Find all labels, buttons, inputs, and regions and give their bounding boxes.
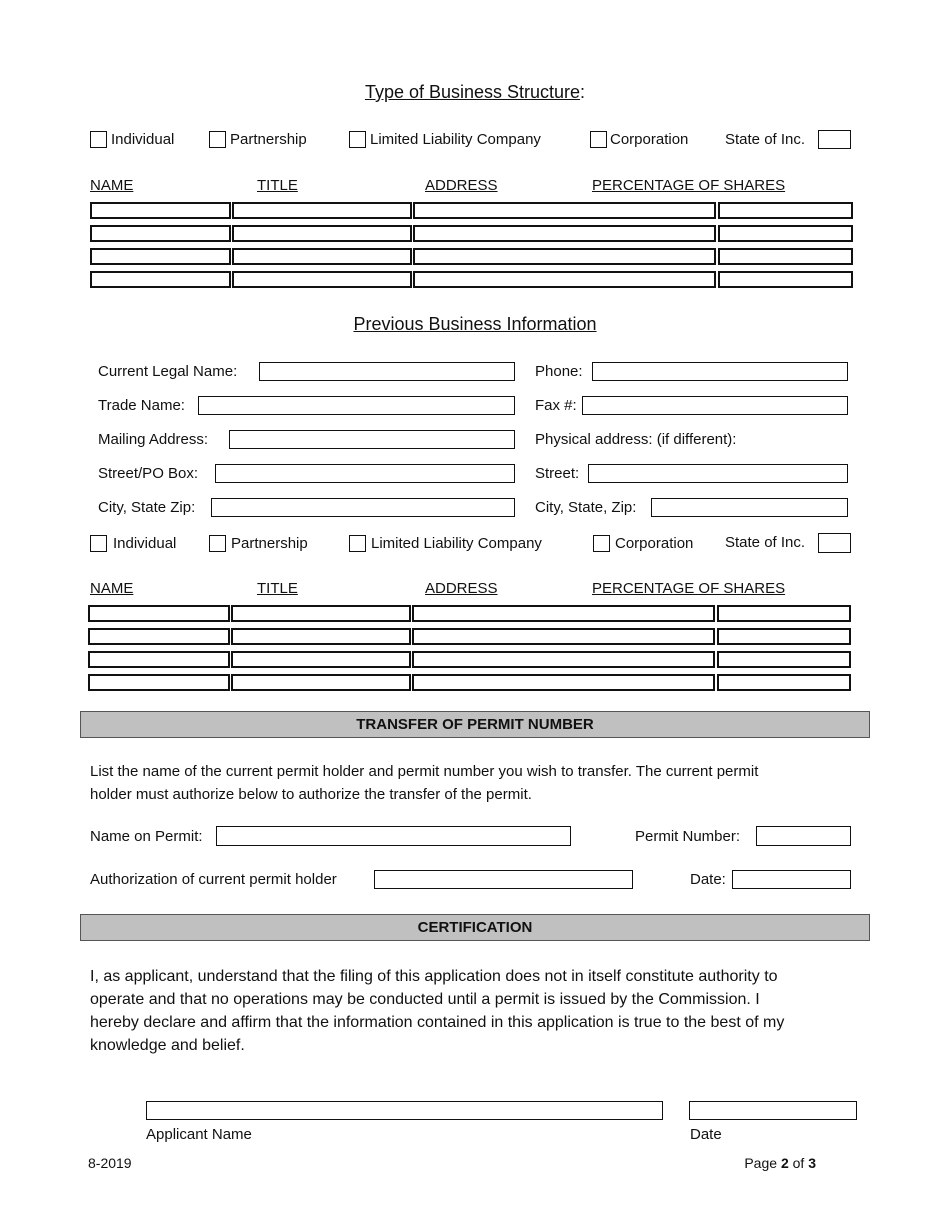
owner-row-1-cell-2[interactable] (232, 202, 412, 219)
applicant-name-label: Applicant Name (146, 1126, 252, 1143)
previous-business-title: Previous Business Information (353, 314, 597, 334)
state-of-inc-input-2[interactable] (818, 533, 851, 553)
owner-row-3-cell-1[interactable] (88, 651, 230, 668)
owner-row-4-cell-3[interactable] (413, 271, 716, 288)
applicant-name-input[interactable] (146, 1101, 663, 1120)
certification-header: CERTIFICATION (80, 914, 870, 941)
permit-number-input[interactable] (756, 826, 851, 846)
revision-date: 8-2019 (88, 1155, 132, 1171)
transfer-date-input[interactable] (732, 870, 851, 889)
col-percentage: PERCENTAGE OF SHARES (592, 177, 786, 194)
checkbox-individual[interactable] (90, 535, 107, 552)
transfer-header: TRANSFER OF PERMIT NUMBER (80, 711, 870, 738)
fax-input[interactable] (582, 396, 848, 415)
owner-row-2-cell-1[interactable] (90, 225, 231, 242)
owner-row-1-cell-4[interactable] (717, 605, 851, 622)
label-llc: Limited Liability Company (370, 131, 541, 148)
owner-row-1-cell-1[interactable] (90, 202, 231, 219)
col-address-2: ADDRESS (425, 580, 498, 597)
label-llc: Limited Liability Company (371, 535, 542, 552)
col-title: TITLE (257, 177, 298, 194)
city-state-zip-right-input[interactable] (651, 498, 848, 517)
checkbox-corporation[interactable] (590, 131, 607, 148)
cert-line-2: operate and that no operations may be conducted until a permit is issued by the Commission. I (90, 991, 760, 1008)
label-corporation: Corporation (610, 131, 689, 148)
checkbox-llc[interactable] (349, 131, 366, 148)
state-of-inc-label-2: State of Inc. (725, 534, 806, 551)
owner-row-2-cell-3[interactable] (412, 628, 715, 645)
label-partnership: Partnership (231, 535, 308, 552)
label-partnership: Partnership (230, 131, 307, 148)
page-number: Page 2 of 3 (744, 1155, 816, 1171)
current-legal-name-input[interactable] (259, 362, 515, 381)
owner-row-2-cell-4[interactable] (717, 628, 851, 645)
city-state-zip-right-label: City, State, Zip: (535, 499, 637, 516)
checkbox-corporation[interactable] (593, 535, 610, 552)
col-address: ADDRESS (425, 177, 498, 194)
transfer-date-label: Date: (690, 871, 726, 888)
label-individual: Individual (113, 535, 177, 552)
phone-input[interactable] (592, 362, 848, 381)
certification-text (90, 965, 860, 1057)
col-percentage-2: PERCENTAGE OF SHARES (592, 580, 786, 597)
owner-row-1-cell-4[interactable] (718, 202, 853, 219)
col-name: NAME (90, 177, 134, 194)
current-legal-name-label: Current Legal Name: (98, 363, 238, 380)
applicant-date-label: Date (690, 1126, 722, 1143)
owner-row-4-cell-1[interactable] (88, 674, 230, 691)
trade-name-input[interactable] (198, 396, 515, 415)
phone-label: Phone: (535, 363, 583, 380)
owner-row-4-cell-4[interactable] (718, 271, 853, 288)
owner-row-3-cell-2[interactable] (232, 248, 412, 265)
city-state-zip-input[interactable] (211, 498, 515, 517)
owner-row-2-cell-1[interactable] (88, 628, 230, 645)
permit-number-label: Permit Number: (635, 828, 741, 845)
city-state-zip-label: City, State Zip: (98, 499, 196, 516)
street-input[interactable] (588, 464, 848, 483)
owner-row-3-cell-1[interactable] (90, 248, 231, 265)
physical-address-label: Physical address: (if different): (535, 431, 737, 448)
transfer-line-2: holder must authorize below to authorize the transfer of the permit. (90, 786, 532, 803)
owner-row-4-cell-3[interactable] (412, 674, 715, 691)
owner-row-3-cell-3[interactable] (413, 248, 716, 265)
owner-row-1-cell-3[interactable] (413, 202, 716, 219)
authorization-input[interactable] (374, 870, 633, 889)
owner-row-4-cell-2[interactable] (231, 674, 411, 691)
checkbox-individual[interactable] (90, 131, 107, 148)
trade-name-label: Trade Name: (98, 397, 185, 414)
mailing-address-input[interactable] (229, 430, 515, 449)
owner-row-1-cell-1[interactable] (88, 605, 230, 622)
owner-row-1-cell-2[interactable] (231, 605, 411, 622)
label-individual: Individual (111, 131, 175, 148)
cert-line-4: knowledge and belief. (90, 1037, 245, 1054)
transfer-instructions (90, 760, 860, 806)
owner-row-2-cell-3[interactable] (413, 225, 716, 242)
owner-row-4-cell-1[interactable] (90, 271, 231, 288)
cert-line-3: hereby declare and affirm that the information contained in this application is true to the best of my (90, 1014, 785, 1031)
owner-row-2-cell-4[interactable] (718, 225, 853, 242)
owner-row-2-cell-2[interactable] (232, 225, 412, 242)
owner-row-1-cell-3[interactable] (412, 605, 715, 622)
cert-line-1: I, as applicant, understand that the filing of this application does not in itself constitute authority to (90, 968, 778, 985)
checkbox-partnership[interactable] (209, 131, 226, 148)
checkbox-llc[interactable] (349, 535, 366, 552)
owner-row-3-cell-3[interactable] (412, 651, 715, 668)
owner-row-2-cell-2[interactable] (231, 628, 411, 645)
mailing-address-label: Mailing Address: (98, 431, 209, 448)
owner-row-4-cell-4[interactable] (717, 674, 851, 691)
state-of-inc-input[interactable] (818, 130, 851, 149)
business-structure-title: Type of Business Structure: (364, 82, 586, 102)
street-po-input[interactable] (215, 464, 515, 483)
name-on-permit-label: Name on Permit: (90, 828, 203, 845)
transfer-line-1: List the name of the current permit holder and permit number you wish to transfer. The current permit (90, 763, 759, 780)
street-label: Street: (535, 465, 580, 482)
label-corporation: Corporation (615, 535, 694, 552)
street-po-label: Street/PO Box: (98, 465, 199, 482)
owner-row-4-cell-2[interactable] (232, 271, 412, 288)
owner-row-3-cell-2[interactable] (231, 651, 411, 668)
checkbox-partnership[interactable] (209, 535, 226, 552)
owner-row-3-cell-4[interactable] (717, 651, 851, 668)
owner-row-3-cell-4[interactable] (718, 248, 853, 265)
fax-label: Fax #: (535, 397, 577, 414)
col-title-2: TITLE (257, 580, 298, 597)
state-of-inc-label: State of Inc. (725, 131, 806, 148)
authorization-label: Authorization of current permit holder (90, 871, 337, 888)
name-on-permit-input[interactable] (216, 826, 571, 846)
col-name-2: NAME (90, 580, 134, 597)
applicant-date-input[interactable] (689, 1101, 857, 1120)
